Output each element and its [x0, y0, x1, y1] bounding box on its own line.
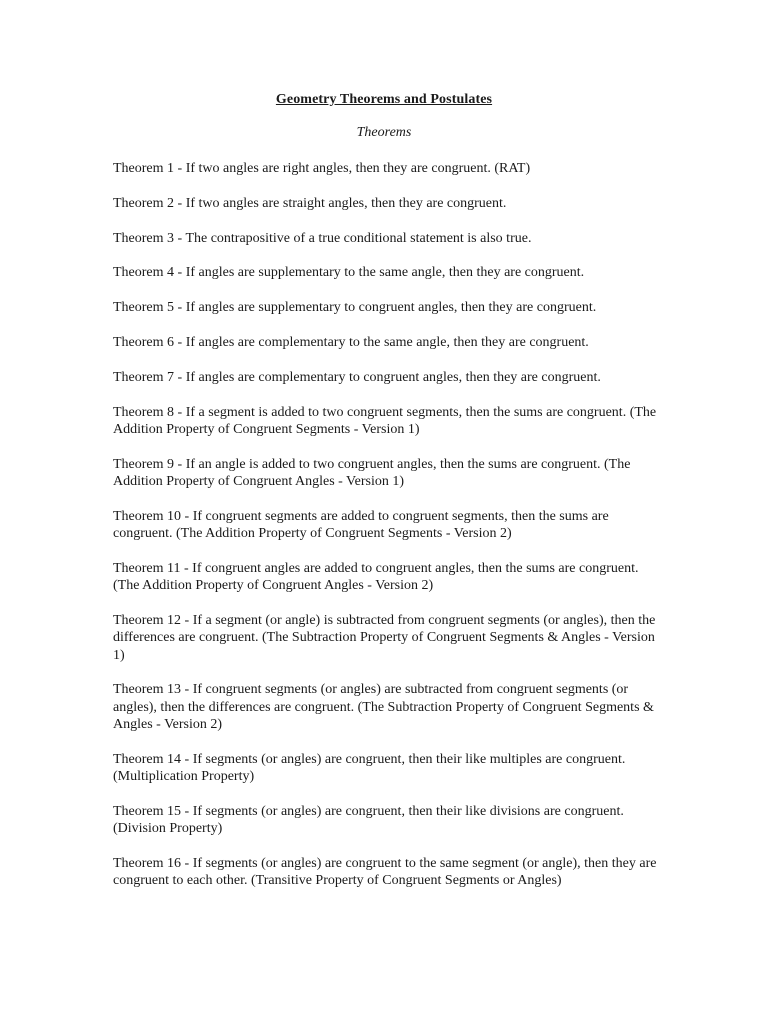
theorem-item: Theorem 15 - If segments (or angles) are congruent, then their like divisions are congruent. (Division Property) [113, 803, 624, 837]
theorem-item: Theorem 5 - If angles are supplementary to congruent angles, then they are congruent. [113, 300, 597, 316]
document-title: Geometry Theorems and Postulates [275, 92, 493, 107]
section-heading: Theorems [356, 125, 412, 140]
theorem-item: Theorem 6 - If angles are complementary to the same angle, then they are congruent. [113, 334, 589, 350]
theorem-item: Theorem 12 - If a segment (or angle) is subtracted from congruent segments (or angles), then the differences are congruent. (The Subtraction Property of Congruent Segments & Angles - Version 1) [113, 612, 656, 663]
theorem-item: Theorem 9 - If an angle is added to two congruent angles, then the sums are congruent. (The Addition Property of Congruent Angles - Version 1) [113, 456, 631, 489]
theorem-item: Theorem 13 - If congruent segments (or angles) are subtracted from congruent segments (or angles), then the differences are congruent. (The Subtraction Property of Congruent Segments & Angles - Version 2) [113, 682, 654, 732]
theorem-list [113, 160, 659, 907]
theorem-item: Theorem 3 - The contrapositive of a true conditional statement is also true. [113, 230, 532, 246]
theorem-item: Theorem 16 - If segments (or angles) are congruent to the same segment (or angle), then they are congruent to each other. (Transitive Property of Congruent Segments or Angles) [113, 855, 657, 889]
theorem-item: Theorem 11 - If congruent angles are added to congruent angles, then the sums are congruent. (The Addition Property of Congruent Angles - Version 2) [113, 560, 639, 594]
theorem-item: Theorem 1 - If two angles are right angles, then they are congruent. (RAT) [113, 161, 531, 176]
theorem-item: Theorem 4 - If angles are supplementary to the same angle, then they are congruent. [113, 265, 585, 281]
theorem-item: Theorem 8 - If a segment is added to two congruent segments, then the sums are congruent. (The Addition Property of Congruent Segments - Version 1) [113, 404, 657, 437]
theorem-item: Theorem 7 - If angles are complementary to congruent angles, then they are congruent. [113, 369, 601, 385]
theorem-item: Theorem 2 - If two angles are straight angles, then they are congruent. [113, 195, 507, 211]
theorem-item: Theorem 14 - If segments (or angles) are congruent, then their like multiples are congruent. (Multiplication Property) [113, 751, 626, 785]
theorem-item: Theorem 10 - If congruent segments are added to congruent segments, then the sums are congruent. (The Addition Property of Congruent Segments - Version 2) [113, 508, 609, 542]
